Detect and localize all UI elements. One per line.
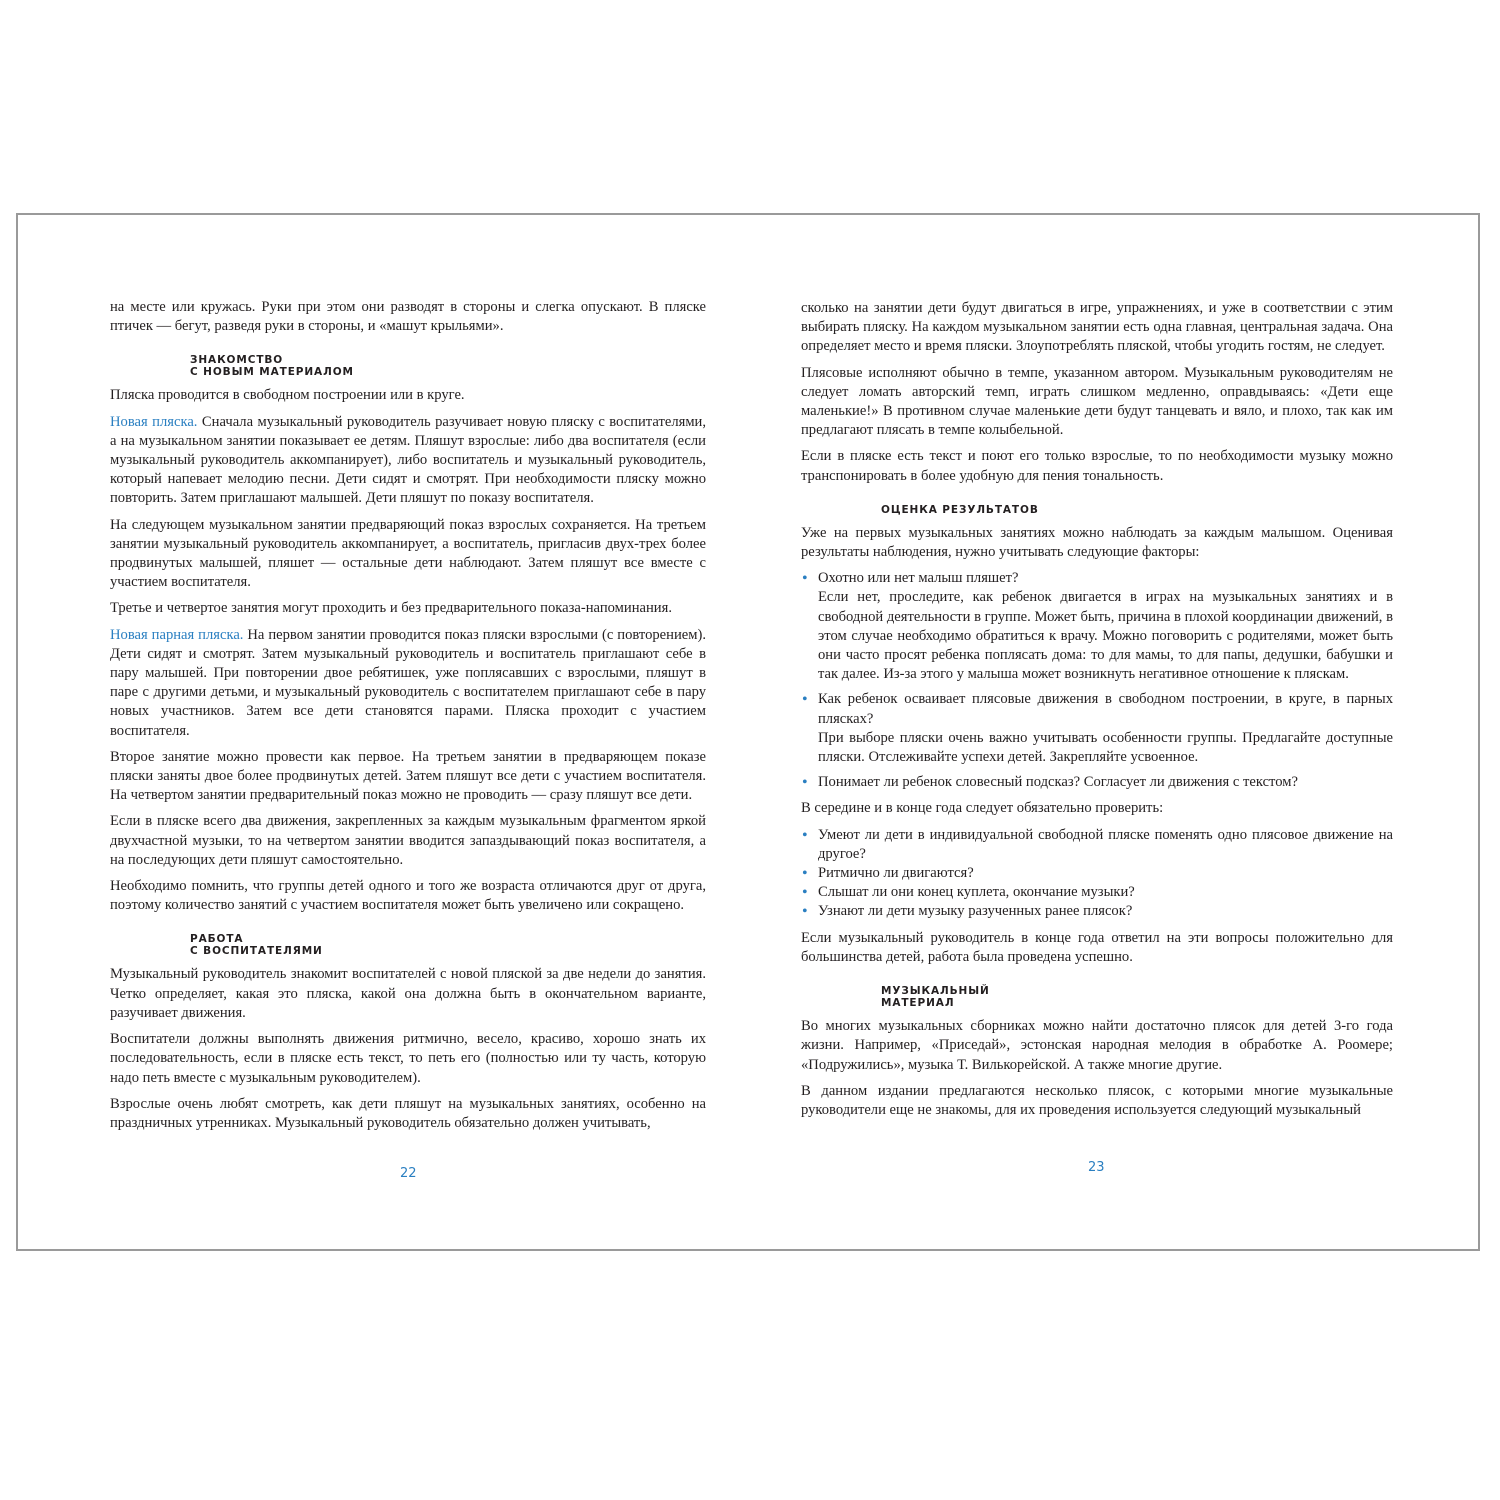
- section-heading: ОЦЕНКА РЕЗУЛЬТАТОВ: [881, 503, 1039, 516]
- subheading-new-dance: Новая пляска.: [110, 413, 198, 430]
- left-page: [110, 298, 706, 1140]
- page-number-left: 22: [400, 1166, 417, 1181]
- paragraph: Во многих музыкальных сборниках можно найти достаточно плясок для детей 3-го года жизни. Например, «Приседай», эстонская народная мелодия в обработке А. Роомере; «Подружились», музыка Т. Вилькорейской. А также многие другие.: [801, 1018, 1393, 1073]
- list-item: • Слышат ли они конец куплета, окончание музыки?: [801, 883, 1393, 902]
- paragraph: В середине и в конце года следует обязательно проверить:: [801, 800, 1164, 817]
- checks-list: [801, 826, 1393, 922]
- paragraph: на месте или кружась. Руки при этом они разводят в стороны и слегка опускают. В пляске птичек — бегут, разведя руки в стороны, и «машут крыльями».: [110, 299, 706, 335]
- paragraph: Третье и четвертое занятия могут проходить и без предварительного показа-напоминания.: [110, 600, 672, 617]
- paragraph: Второе занятие можно провести как первое. На третьем занятии в предваряющем показе пляски заняты двое более продвинутых детей. Затем пляшут все дети с участием воспитателя. На четвертом занятии предварительный показ можно не проводить — сразу пляшут все дети.: [110, 748, 706, 804]
- paragraph: Пляска проводится в свободном построении или в круге.: [110, 387, 465, 404]
- page-number-right: 23: [1088, 1160, 1105, 1175]
- paragraph: Воспитатели должны выполнять движения ритмично, весело, красиво, хорошо знать их последовательность, если в пляске есть текст, то петь его (полностью или ту часть, которую надо петь вместе с музыкальным руководителем).: [110, 1031, 706, 1086]
- list-item: • Умеют ли дети в индивидуальной свободной пляске поменять одно плясовое движение на другое?: [801, 826, 1393, 864]
- paragraph: Плясовые исполняют обычно в темпе, указанном автором. Музыкальным руководителям не следует ломать авторский темп, играть слишком медленно, оправдываясь: «Дети еще маленькие!» В противном случае маленькие дети будут танцевать и вяло, и плохо, так как им предлагают плясать в темпе колыбельной.: [801, 364, 1393, 439]
- paragraph: Новая парная пляска. На первом занятии проводится показ пляски взрослыми (с повторением). Дети сидят и смотрят. Затем музыкальный руководитель и воспитатель приглашают себе в пару малышей. При повторении двое ребятишек, уже поплясавших с взрослыми, пляшут в паре с другими детьми, и музыкальный руководитель с воспитателем приглашают себе в пару новых участников. Затем все дети становятся парами. Пляска проходит с участием воспитателя.: [110, 626, 706, 739]
- paragraph: На следующем музыкальном занятии предваряющий показ взрослых сохраняется. На третьем занятии музыкальный руководитель аккомпанирует, а воспитатель, пригласив двух-трех более продвинутых малышей, пляшет — остальные дети наблюдают. Затем пляшут все вместе с участием воспитателя.: [110, 516, 706, 591]
- paragraph: В данном издании предлагаются несколько плясок, с которыми многие музыкальные руководители еще не знакомы, для их проведения используется следующий музыкальный: [801, 1082, 1393, 1118]
- paragraph: Если музыкальный руководитель в конце года ответил на эти вопросы положительно для большинства детей, работа была проведена успешно.: [801, 929, 1393, 965]
- section-heading: РАБОТА С ВОСПИТАТЕЛЯМИ: [190, 933, 323, 958]
- paragraph: Если в пляске есть текст и поют его только взрослые, то по необходимости музыку можно транспонировать в более удобную для пения тональность.: [801, 448, 1393, 484]
- paragraph: Необходимо помнить, что группы детей одного и того же возраста отличаются друг от друга, поэтому количество занятий с участием воспитателя может быть увеличено или сокращено.: [110, 878, 706, 914]
- factors-list: [801, 569, 1393, 792]
- list-item: • Как ребенок осваивает плясовые движения в свободном построении, в круге, в парных плясках? При выборе пляски очень важно учитывать особенности группы. Предлагайте доступные пляски. Отслеживайте успехи детей. Закрепляйте усвоенное.: [801, 690, 1393, 767]
- right-page: [801, 299, 1393, 1127]
- list-item: • Понимает ли ребенок словесный подсказ? Согласует ли движения с текстом?: [801, 773, 1393, 792]
- list-item: • Охотно или нет малыш пляшет? Если нет, проследите, как ребенок двигается в играх на музыкальных занятиях и в свободной деятельности в группе. Может быть, причина в плохой координации движений, в этом случае необходимо обратиться к врачу. Можно поговорить с родителями, может быть они часто просят ребенка поплясать дома: то для мамы, то для папы, дедушки, бабушки и так далее. Из-за этого у малыша может возникнуть негативное отношение к пляскам.: [801, 569, 1393, 684]
- section-heading: МУЗЫКАЛЬНЫЙ МАТЕРИАЛ: [881, 985, 990, 1010]
- paragraph: Новая пляска. Сначала музыкальный руководитель разучивает новую пляску с воспитателями, а на музыкальном занятии показывает ее детям. Пляшут взрослые: либо два воспитателя (если музыкальный руководитель аккомпанирует), либо воспитатель и музыкальный руководитель, который напевает мелодию песни. Дети сидят и смотрят. При необходимости пляску можно повторить. Затем приглашают малышей. Дети пляшут по показу воспитателя.: [110, 413, 707, 507]
- list-item: • Узнают ли дети музыку разученных ранее плясок?: [801, 902, 1393, 921]
- section-heading: ЗНАКОМСТВО С НОВЫМ МАТЕРИАЛОМ: [190, 354, 354, 379]
- book-spread: [16, 213, 1480, 1251]
- subheading-new-pair-dance: Новая парная пляска.: [110, 626, 244, 643]
- paragraph: сколько на занятии дети будут двигаться в игре, упражнениях, и уже в соответствии с этим выбирать пляску. На каждом музыкальном занятии есть одна главная, центральная задача. Она определяет место и время пляски. Злоупотреблять пляской, чтобы угодить гостям, не следует.: [801, 300, 1393, 355]
- list-item: • Ритмично ли двигаются?: [801, 864, 1393, 883]
- paragraph: Взрослые очень любят смотреть, как дети пляшут на музыкальных занятиях, особенно на праздничных утренниках. Музыкальный руководитель обязательно должен учитывать,: [110, 1095, 706, 1131]
- paragraph: Уже на первых музыкальных занятиях можно наблюдать за каждым малышом. Оценивая результаты наблюдения, нужно учитывать следующие факторы:: [801, 524, 1393, 561]
- paragraph: Музыкальный руководитель знакомит воспитателей с новой пляской за две недели до занятия. Четко определяет, какая это пляска, какой она должна быть в окончательном варианте, разучивает движения.: [110, 966, 706, 1021]
- paragraph: Если в пляске всего два движения, закрепленных за каждым музыкальным фрагментом яркой двухчастной музыки, то на четвертом занятии вводится запаздывающий показ воспитателя, а на последующих дети пляшут самостоятельно.: [110, 813, 706, 868]
